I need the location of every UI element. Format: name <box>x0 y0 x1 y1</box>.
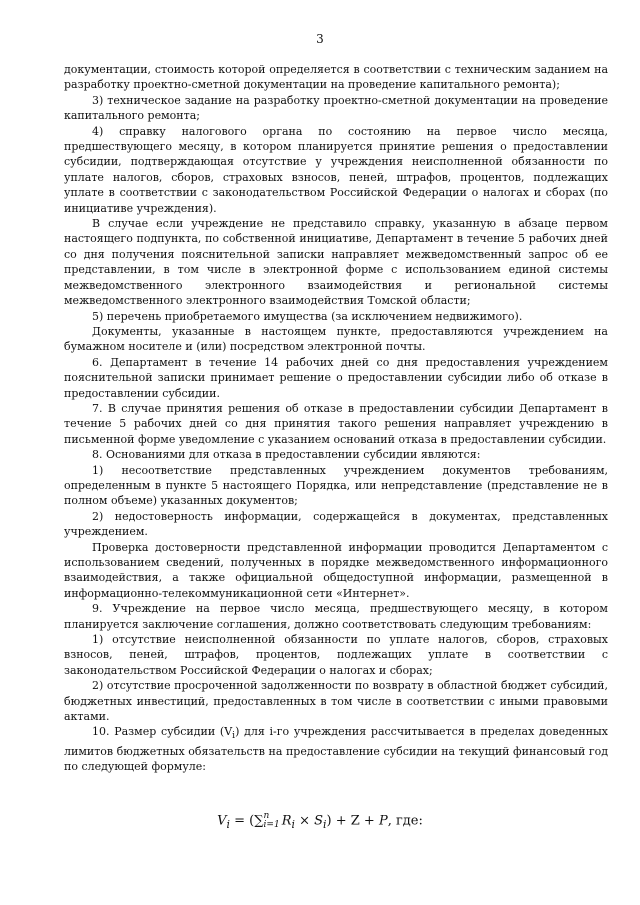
formula-s-sub: i <box>323 818 327 832</box>
paragraph: 7. В случае принятия решения об отказе в предоставлении субсидии Департамент в течение 5 рабочих дней со дня принятия такого решения направляет учреждению в письменной форме уведомление с указанием оснований отказа в предоставлении субсидии. <box>64 401 608 446</box>
formula-sum-lower: i=1 <box>263 820 280 830</box>
formula-times: × <box>294 813 315 829</box>
clause-10-text-start: 10. Размер субсидии (V <box>92 725 233 739</box>
paragraph: 9. Учреждение на первое число месяца, предшествующего месяцу, в котором планируется заключение соглашения, должно соответствовать следующим требованиям: <box>64 602 608 631</box>
formula-close: ) <box>326 813 332 829</box>
formula-suffix: , где: <box>387 813 423 829</box>
paragraph: 5) перечень приобретаемого имущества (за исключением недвижимого). <box>92 309 523 323</box>
formula-p-var: P <box>378 813 388 829</box>
formula-sum-upper: n <box>263 811 270 821</box>
formula-lhs-sub: i <box>226 818 231 832</box>
paragraph: В случае если учреждение не представило справку, указанную в абзаце первом настоящего подпункта, по собственной инициативе, Департамент в течение 5 рабочих дней со дня получения пояснительной записки направляет межведомственный запрос об ее представлении, в том числе в электронной форме с использованием единой системы межведомственного электронного взаимодействия и региональной системы межведомственного электронного взаимодействия Томской области; <box>64 217 608 308</box>
paragraph: 2) недостоверность информации, содержащейся в документах, представленных учреждением. <box>64 509 608 539</box>
formula-equals-open: = ( <box>230 813 255 829</box>
paragraph: 6. Департамент в течение 14 рабочих дней со дня предоставления учреждением пояснительной записки принимает решение о предоставлении субсидии либо об отказе в предоставлении субсидии. <box>64 355 608 400</box>
formula-s-var: S <box>314 813 324 829</box>
document-body <box>64 62 608 775</box>
paragraph: 2) отсутствие просроченной задолженности по возврату в областной бюджет субсидий, бюджетных инвестиций, предоставленных в том числе в соответствии с иными правовыми актами. <box>64 679 608 724</box>
page-number: 3 <box>316 32 324 46</box>
formula-lhs-var: V <box>217 813 227 829</box>
paragraph: Документы, указанные в настоящем пункте, предоставляются учреждением на бумажном носителе и (или) посредством электронной почты. <box>64 324 608 354</box>
clause-10-paragraph <box>64 724 608 774</box>
paragraph: 4) справку налогового органа по состоянию на первое число месяца, предшествующего месяцу, в котором планируется принятие решения о предоставлении субсидии, подтверждающая отсутствие у учреждения неисполненной обязанности по уплате налогов, сборов, страховых взносов, пеней, штрафов, процентов, подлежащих уплате в соответствии с законодательством Российской Федерации о налогах и сборах (по инициативе учреждения). <box>64 124 608 215</box>
clause-10-subscript: i <box>232 730 236 742</box>
formula-r-sub: i <box>291 818 295 832</box>
formula-r-var: R <box>281 813 292 829</box>
formula-plus-z: + Z + <box>331 813 379 829</box>
subsidy-formula <box>0 812 640 831</box>
paragraph: 1) отсутствие неисполненной обязанности по уплате налогов, сборов, страховых взносов, пеней, штрафов, процентов, подлежащих уплате в соответствии с законодательством Российской Федерации о налогах и сборах; <box>64 633 608 677</box>
paragraph: Проверка достоверности представленной информации проводится Департаментом с использованием сведений, полученных в порядке межведомственного информационного взаимодействия, а также официальной общедоступной информации, размещенной в информационно-телекоммуникационной сети «Интернет». <box>64 540 608 600</box>
paragraph: 3) техническое задание на разработку проектно-сметной документации на проведение капитального ремонта; <box>64 93 608 123</box>
clause-10-text-end: ) для i-го учреждения рассчитывается в пределах доведенных лимитов бюджетных обязательств на предоставление субсидии на текущий финансовый год по следующей формуле: <box>64 725 609 774</box>
paragraph: 1) несоответствие представленных учреждением документов требованиям, определенным в пункте 5 настоящего Порядка, или непредставление (представление не в полном объеме) указанных документов; <box>64 463 608 508</box>
formula-sum-symbol: ∑ <box>254 813 264 829</box>
paragraph: документации, стоимость которой определяется в соответствии с техническим заданием на разработку проектно-сметной документации на проведение капитального ремонта); <box>64 63 608 92</box>
paragraph: 8. Основаниями для отказа в предоставлении субсидии являются: <box>92 448 481 462</box>
